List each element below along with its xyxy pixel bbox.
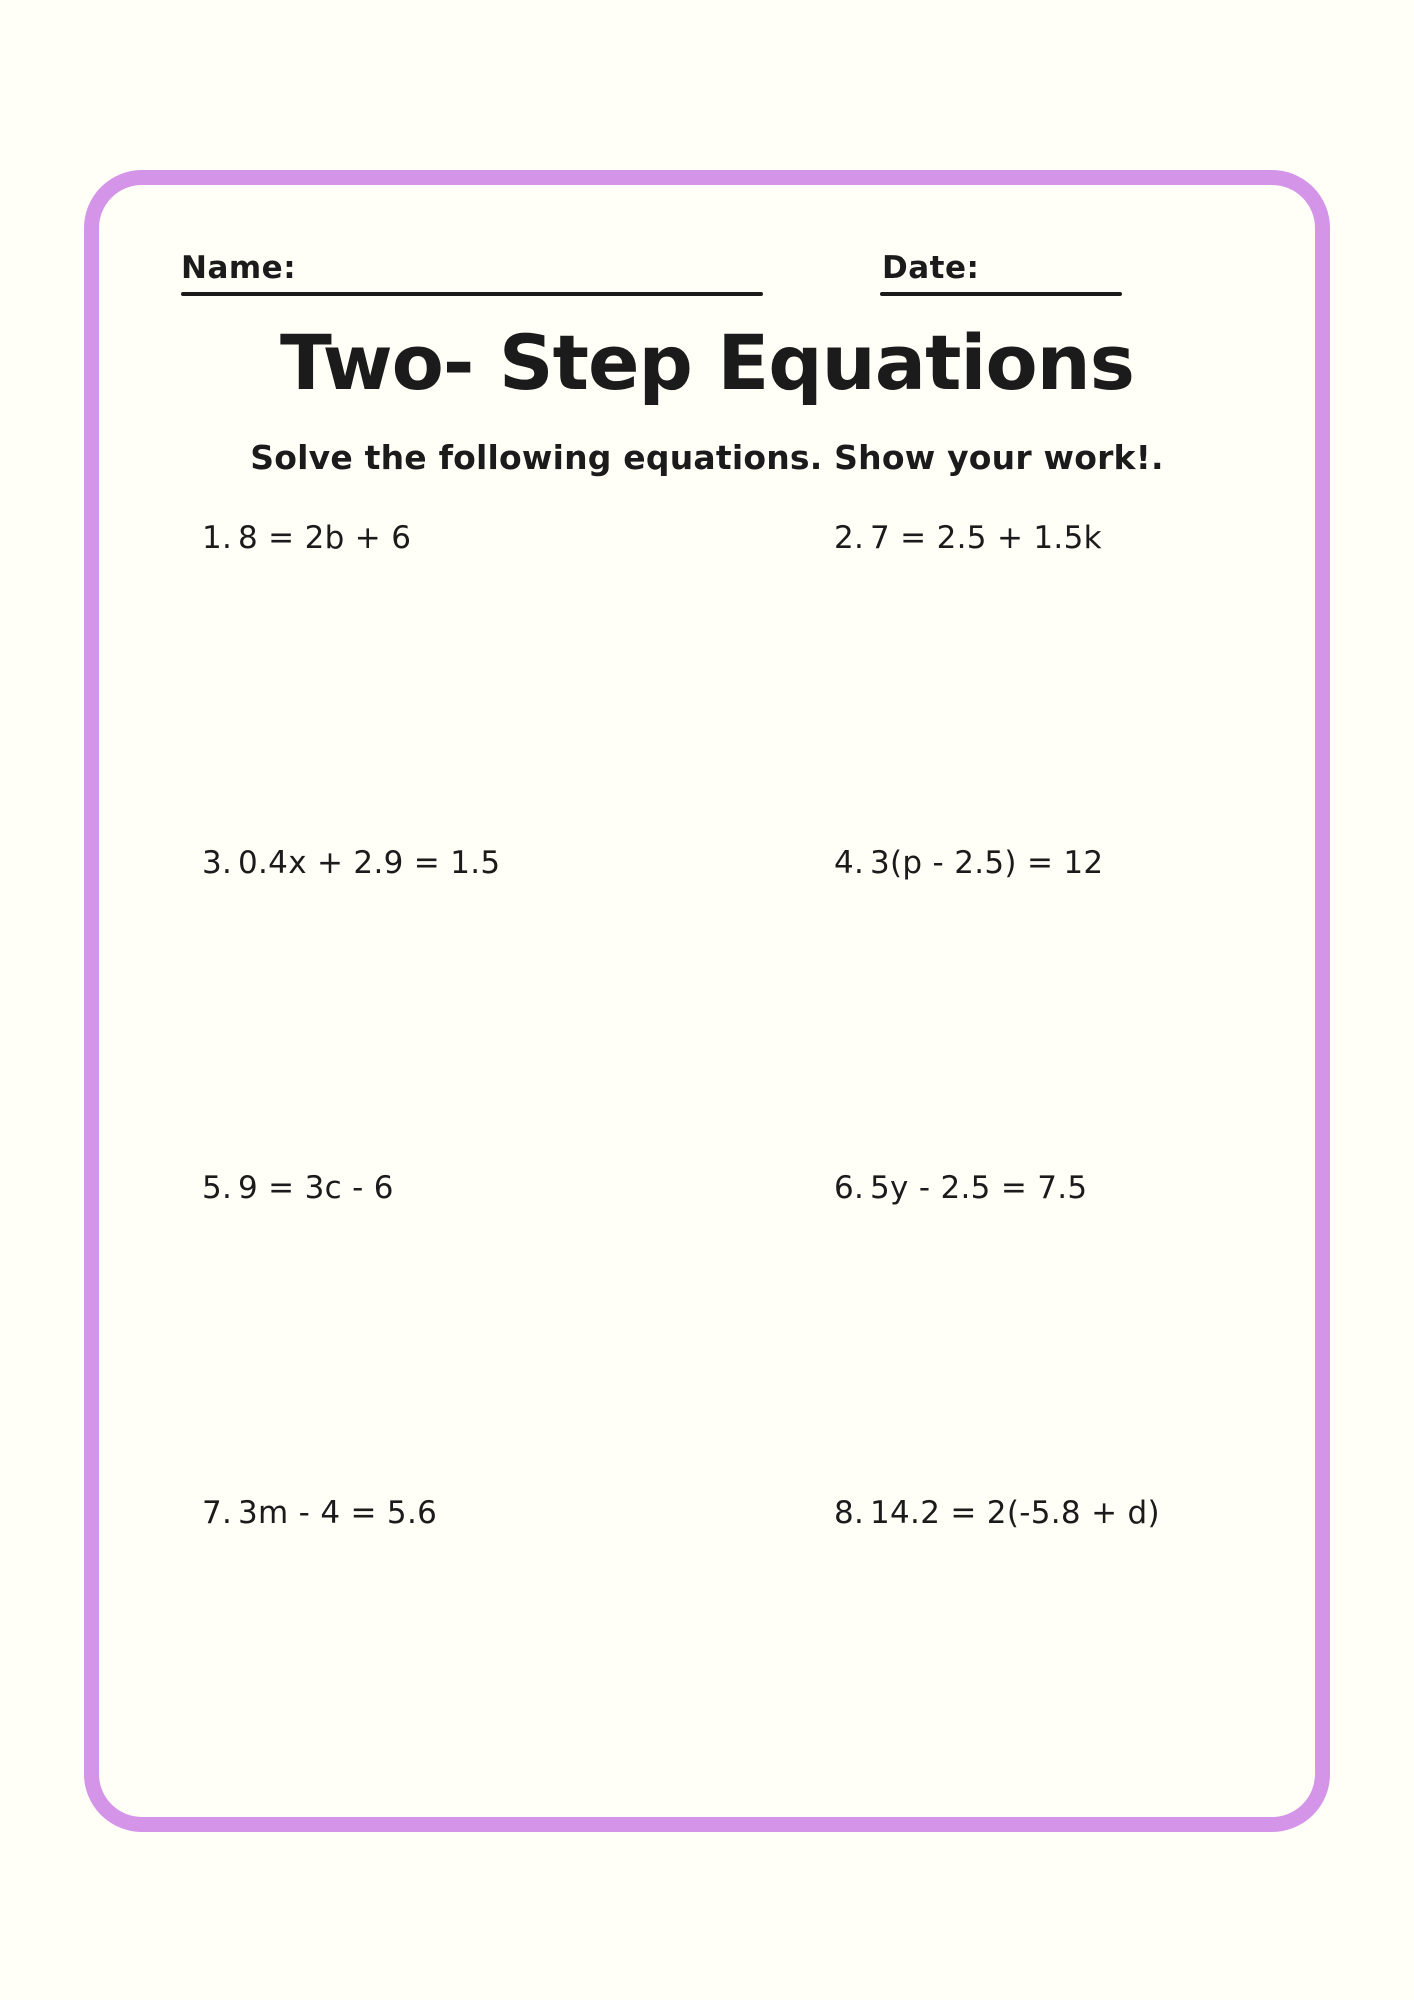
problem-equation: 3(p - 2.5) = 12	[870, 845, 1104, 881]
problem-number: 5.	[202, 1170, 233, 1206]
problem-equation: 5y - 2.5 = 7.5	[870, 1170, 1088, 1206]
problem-number: 2.	[834, 520, 865, 556]
date-blank-line	[880, 292, 1122, 296]
problem-equation: 14.2 = 2(-5.8 + d)	[870, 1495, 1160, 1531]
problem-item-5	[202, 1170, 394, 1206]
problem-number: 4.	[834, 845, 865, 881]
problem-number: 7.	[202, 1495, 233, 1531]
problem-equation: 9 = 3c - 6	[238, 1170, 394, 1206]
problem-item-2	[834, 520, 1102, 556]
date-label: Date:	[882, 250, 980, 286]
problem-item-4	[834, 845, 1103, 881]
problem-number: 1.	[202, 520, 233, 556]
name-label: Name:	[181, 250, 297, 286]
problem-equation: 3m - 4 = 5.6	[238, 1495, 438, 1531]
problem-number: 8.	[834, 1495, 865, 1531]
worksheet-title: Two- Step Equations	[279, 318, 1135, 407]
problem-equation: 7 = 2.5 + 1.5k	[870, 520, 1102, 556]
problem-item-1	[202, 520, 411, 556]
problem-item-3	[202, 845, 500, 881]
worksheet-border	[84, 170, 1330, 1832]
problem-equation: 8 = 2b + 6	[238, 520, 412, 556]
problem-item-7	[202, 1495, 437, 1531]
name-blank-line	[181, 292, 763, 296]
worksheet-subtitle: Solve the following equations. Show your work!.	[250, 438, 1164, 477]
problem-item-8	[834, 1495, 1160, 1531]
problem-number: 3.	[202, 845, 233, 881]
problem-item-6	[834, 1170, 1087, 1206]
problem-equation: 0.4x + 2.9 = 1.5	[238, 845, 501, 881]
problem-number: 6.	[834, 1170, 865, 1206]
